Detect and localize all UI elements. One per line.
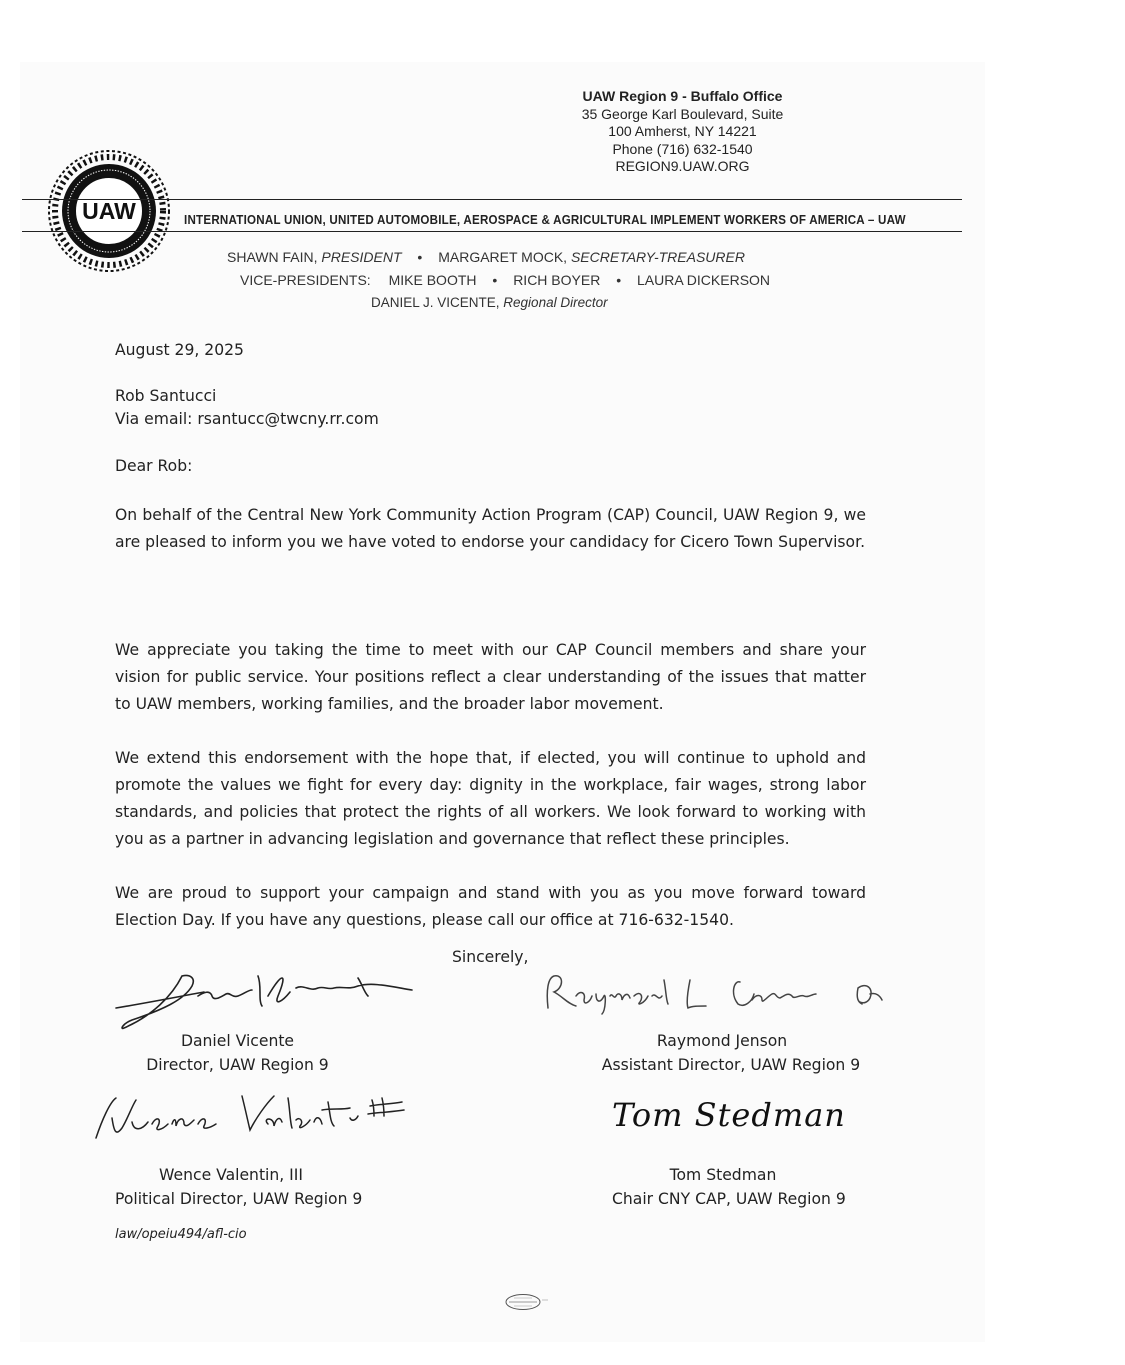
office-address-block (560, 88, 805, 176)
recipient-name: Rob Santucci (115, 387, 217, 405)
typist-initials: law/opeiu494/afl-cio (115, 1227, 247, 1242)
recipient-email: Via email: rsantucc@twcny.rr.com (115, 410, 379, 428)
office-website: REGION9.UAW.ORG (615, 158, 750, 174)
signature-wence-valentin (92, 1088, 412, 1148)
salutation: Dear Rob: (115, 457, 193, 475)
vp-1: MIKE BOOTH (388, 272, 477, 288)
office-phone: Phone (716) 632-1540 (612, 140, 753, 157)
separator-dot: • (492, 272, 498, 288)
union-full-name: INTERNATIONAL UNION, UNITED AUTOMOBILE, AEROSPACE & AGRICULTURAL IMPLEMENT WORKERS OF AMERICA – UAW (184, 213, 906, 227)
opeiu-union-bug-icon (504, 1293, 550, 1311)
signatory-title: Chair CNY CAP, UAW Region 9 (612, 1190, 846, 1208)
signatory-title: Political Director, UAW Region 9 (115, 1190, 363, 1208)
sec-treasurer-name: MARGARET MOCK, (438, 249, 568, 265)
address-line-1: 35 George Karl Boulevard, Suite (581, 105, 784, 122)
regional-director-title: Regional Director (503, 295, 608, 310)
officers-line-3 (371, 295, 608, 310)
uaw-logo-icon (46, 148, 172, 274)
separator-dot: • (417, 249, 423, 265)
letter-date: August 29, 2025 (115, 341, 244, 359)
separator-dot: • (616, 272, 622, 288)
vp-3: LAURA DICKERSON (637, 272, 771, 288)
svg-text:UAW: UAW (82, 198, 136, 224)
officers-line-1 (227, 249, 745, 265)
signatory-title: Director, UAW Region 9 (146, 1056, 329, 1074)
president-title: PRESIDENT (321, 249, 402, 265)
regional-director-name: DANIEL J. VICENTE, (371, 295, 500, 310)
paragraph-values: We extend this endorsement with the hope that, if elected, you will continue to uphold and promote the values we fight for every day: dignity in the workplace, fair wages, strong labor standards, and policies that protect the rights of all workers. We look forward to working with you as a partner in advancing legislation and governance that reflect these principles. (115, 749, 866, 848)
signature-raymond-jenson (540, 966, 900, 1018)
paragraph-appreciation: We appreciate you taking the time to meet with our CAP Council members and share your vision for public service. Your positions reflect a clear understanding of the issues that matter to UAW members, working families, and the broader labor movement. (115, 641, 866, 713)
vp-2: RICH BOYER (513, 272, 601, 288)
letterhead-rule-bottom (22, 231, 962, 232)
sec-treasurer-title: SECRETARY-TREASURER (570, 249, 745, 265)
signatory-title: Assistant Director, UAW Region 9 (601, 1056, 861, 1074)
signature-tom-stedman: Tom Stedman (612, 1096, 846, 1134)
office-name: UAW Region 9 - Buffalo Office (582, 88, 783, 104)
signatory-name: Wence Valentin, III (159, 1166, 303, 1184)
signatory-name: Daniel Vicente (180, 1032, 295, 1050)
paragraph-endorsement: On behalf of the Central New York Community Action Program (CAP) Council, UAW Region 9, we are pleased to inform you we have voted to endorse your candidacy for Cicero Town Supervisor. (115, 506, 866, 551)
officers-line-2 (240, 272, 770, 288)
closing: Sincerely, (452, 948, 529, 966)
president-name: SHAWN FAIN, (227, 249, 318, 265)
signatory-name: Raymond Jenson (656, 1032, 788, 1050)
paragraph-support: We are proud to support your campaign and stand with you as you move forward toward Election Day. If you have any questions, please call our office at 716-632-1540. (115, 884, 866, 929)
vp-label: VICE-PRESIDENTS: (240, 272, 371, 288)
address-line-2: 100 Amherst, NY 14221 (608, 123, 757, 139)
signature-daniel-vicente (112, 966, 432, 1032)
letterhead-rule-top (22, 199, 962, 200)
signatory-name: Tom Stedman (669, 1166, 777, 1184)
